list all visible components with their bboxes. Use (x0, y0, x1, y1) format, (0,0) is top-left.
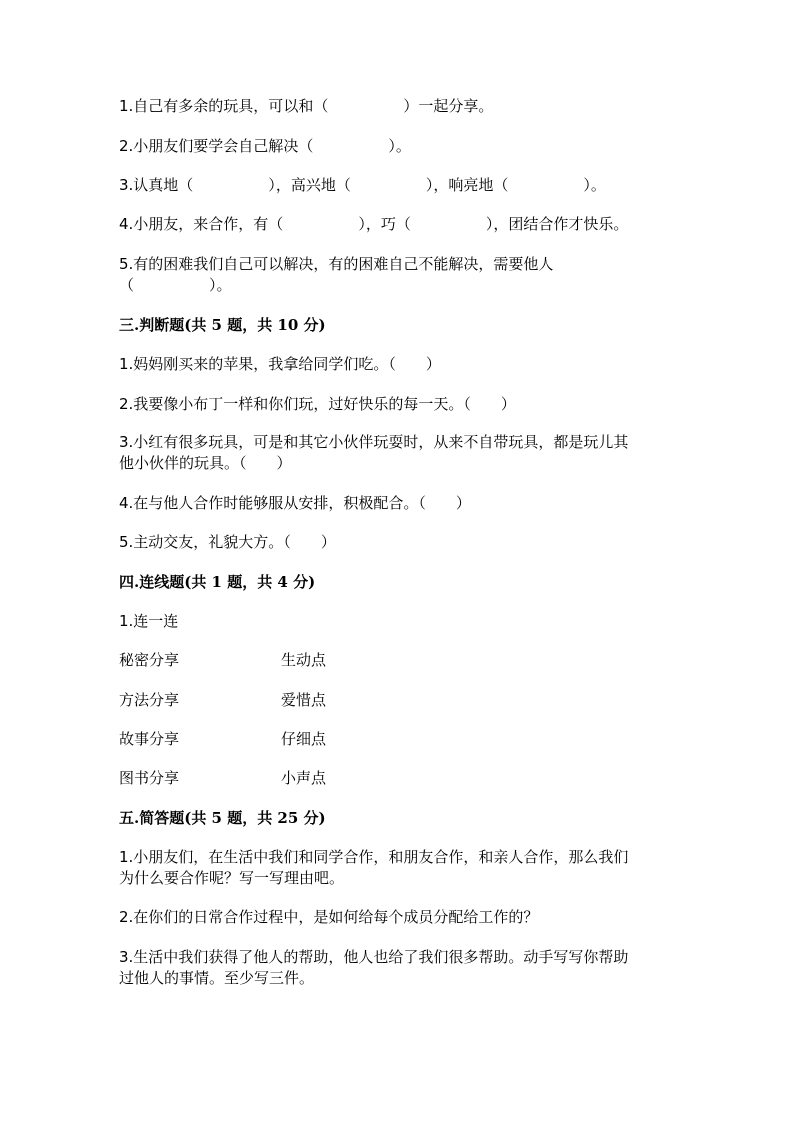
true-false-question-2: 2.我要像小布丁一样和你们玩，过好快乐的每一天。（ ） (119, 395, 516, 413)
section-heading-matching: 四.连线题(共 1 题，共 4 分) (119, 573, 316, 591)
fill-blank-question-3: 3.认真地（ ），高兴地（ ），响亮地（ ）。 (119, 176, 606, 194)
section-heading-true-false: 三.判断题(共 5 题，共 10 分) (119, 316, 326, 334)
matching-right-item: 小声点 (281, 769, 327, 787)
fill-blank-question-1: 1.自己有多余的玩具，可以和（ ）一起分享。 (119, 97, 494, 115)
true-false-question-1: 1.妈妈刚买来的苹果，我拿给同学们吃。（ ） (119, 355, 441, 373)
short-answer-question-1: 1.小朋友们，在生活中我们和同学合作，和朋友合作，和亲人合作，那么我们 (119, 848, 629, 866)
fill-blank-question-5: 5.有的困难我们自己可以解决，有的困难自己不能解决，需要他人 (119, 255, 554, 273)
matching-right-item: 仔细点 (281, 730, 327, 748)
section-heading-short-answer: 五.简答题(共 5 题，共 25 分) (119, 809, 326, 827)
true-false-question-3: 3.小红有很多玩具，可是和其它小伙伴玩耍时，从来不自带玩具，都是玩儿其 (119, 433, 629, 451)
matching-left-item: 图书分享 (119, 769, 180, 787)
matching-right-item: 生动点 (281, 651, 327, 669)
matching-left-item: 故事分享 (119, 730, 180, 748)
matching-right-item: 爱惜点 (281, 691, 327, 709)
short-answer-question-1-continued: 为什么要合作呢？写一写理由吧。 (119, 869, 345, 887)
fill-blank-question-4: 4.小朋友，来合作，有（ ），巧（ ），团结合作才快乐。 (119, 215, 629, 233)
short-answer-question-3: 3.生活中我们获得了他人的帮助，他人也给了我们很多帮助。动手写写你帮助 (119, 948, 629, 966)
true-false-question-4: 4.在与他人合作时能够服从安排，积极配合。（ ） (119, 494, 471, 512)
matching-left-item: 秘密分享 (119, 651, 180, 669)
matching-prompt: 1.连一连 (119, 612, 179, 630)
short-answer-question-2: 2.在你们的日常合作过程中，是如何给每个成员分配给工作的？ (119, 908, 539, 926)
matching-left-item: 方法分享 (119, 691, 180, 709)
true-false-question-5: 5.主动交友，礼貌大方。（ ） (119, 533, 336, 551)
true-false-question-3-continued: 他小伙伴的玩具。（ ） (119, 454, 292, 472)
fill-blank-question-2: 2.小朋友们要学会自己解决（ ）。 (119, 137, 411, 155)
fill-blank-question-5-continued: （ ）。 (119, 276, 232, 294)
short-answer-question-3-continued: 过他人的事情。至少写三件。 (119, 969, 315, 987)
